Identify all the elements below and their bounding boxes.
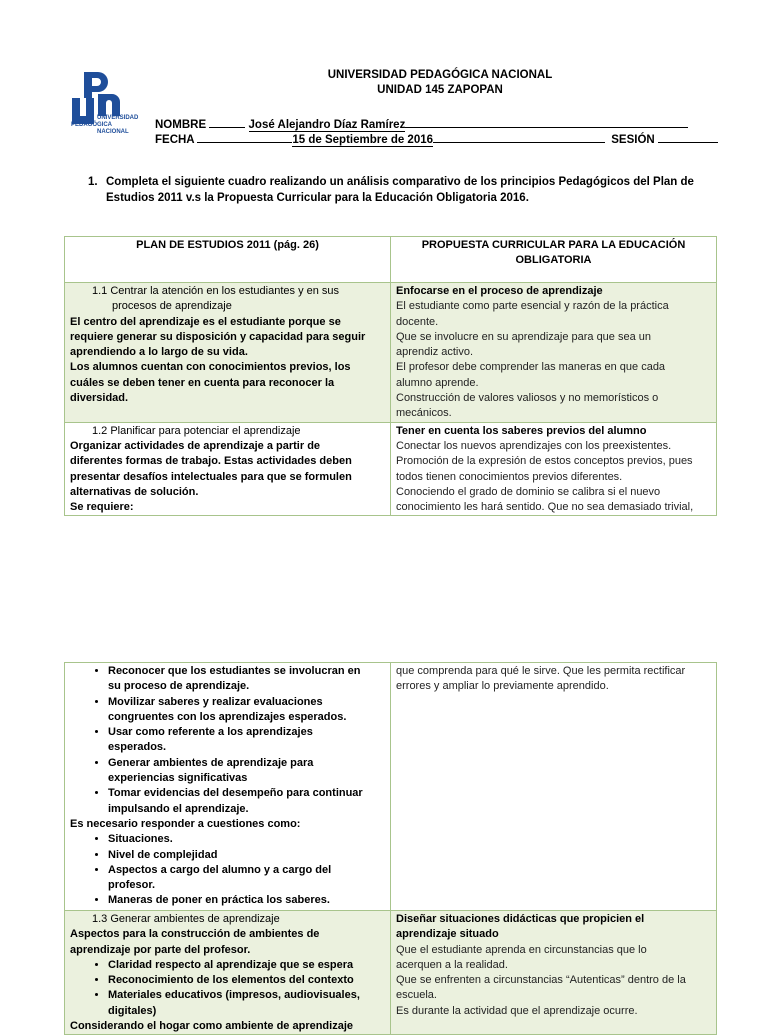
list-item: • Nivel de complejidad — [108, 848, 385, 863]
row1-right-text: aprendiz activo. — [396, 346, 474, 359]
date-value: 15 de Septiembre de 2016 — [292, 134, 434, 146]
row2-right-text: Conectar los nuevos aprendizajes con los preexistentes. — [396, 439, 672, 452]
row3-left-cell — [65, 663, 391, 911]
name-label: NOMBRE — [155, 119, 207, 131]
row2-left-text: diferentes formas de trabajo. Estas actividades deben — [70, 455, 352, 468]
row1-right-text: Que se involucre en su aprendizaje para que sea un — [396, 330, 652, 343]
row2-right-text: Promoción de la expresión de estos conceptos previos, pues — [396, 455, 693, 468]
row1-left-title: procesos de aprendizaje — [112, 300, 232, 313]
row1-left-text: cuáles se deben tener en cuenta para reconocer la — [70, 376, 335, 389]
row1-right-text: docente. — [396, 315, 439, 328]
row1-left-text: requiere generar su disposición y capacidad para seguir — [70, 330, 366, 343]
row1-right-text: El estudiante como parte esencial y razón de la práctica — [396, 300, 669, 313]
logo-text — [71, 115, 153, 136]
row1-right-text: mecánicos. — [396, 407, 452, 420]
row2-right-text: conocimiento les hará sentido. Que no sea demasiado trivial, — [396, 501, 694, 514]
row4-right-text: Que se enfrenten a circunstancias “Autenticas” dentro de la — [396, 974, 686, 987]
col2-header: PROPUESTA CURRICULAR PARA LA EDUCACIÓN OBLIGATORIA — [391, 237, 717, 283]
list-item: • Usar como referente a los aprendizajes esperados. — [108, 725, 385, 756]
list-item: • Tomar evidencias del desempeño para continuar impulsando el aprendizaje. — [108, 786, 385, 817]
row4-right-cell — [391, 911, 717, 1035]
list-item: • Maneras de poner en práctica los saberes. — [108, 893, 385, 908]
list-item: • Materiales educativos (impresos, audiovisuales, digitales) — [108, 988, 385, 1019]
row2-left-text: alternativas de solución. — [70, 485, 199, 498]
row1-right-text: El profesor debe comprender las maneras en que cada — [396, 361, 666, 374]
name-value: José Alejandro Díaz Ramírez — [248, 119, 406, 131]
row2-left-title: 1.2 Planificar para potenciar el aprendizaje — [92, 424, 301, 437]
row2-right-text: todos tienen conocimientos previos diferentes. — [396, 470, 623, 483]
row1-right-title: Enfocarse en el proceso de aprendizaje — [396, 285, 603, 297]
row3-right-text: errores y ampliar lo previamente aprendido. — [396, 680, 609, 693]
instruction-text: Completa el siguiente cuadro realizando un análisis comparativo de los principios Pedagógicos del Plan de Estudios 2011 v.s la Propuesta Curricular para la Educación Obligatoria 2016. — [106, 176, 694, 204]
row2-right-text: Conociendo el grado de dominio se calibra si el nuevo — [396, 485, 661, 498]
instruction-number: 1. — [88, 176, 98, 188]
row1-right-text: alumno aprende. — [396, 376, 479, 389]
row2-left-cell — [65, 422, 391, 516]
row2-right-title: Tener en cuenta los saberes previos del alumno — [396, 424, 647, 437]
name-row — [155, 116, 688, 131]
row3-right-cell — [391, 663, 717, 911]
row2-left-text: Se requiere: — [70, 501, 134, 514]
row2-left-text: Organizar actividades de aprendizaje a partir de — [70, 439, 321, 452]
row4-left-text: aprendizaje por parte del profesor. — [70, 943, 251, 956]
environment-aspects-list — [70, 958, 385, 1019]
row4-left-text: Aspectos para la construcción de ambientes de — [70, 928, 320, 941]
row4-right-text: escuela. — [396, 989, 437, 1002]
row4-right-title: Diseñar situaciones didácticas que propicien el — [396, 913, 645, 925]
comparison-table-page2 — [64, 662, 717, 1035]
row1-left-cell — [65, 283, 391, 423]
list-item: • Reconocer que los estudiantes se involucran en su proceso de aprendizaje. — [108, 664, 385, 695]
logo-text-line: UNIVERSIDAD — [97, 115, 139, 121]
row4-right-title: aprendizaje situado — [396, 928, 499, 941]
row4-left-cell — [65, 911, 391, 1035]
logo-text-line: NACIONAL — [97, 129, 129, 135]
row4-left-cut-text: Considerando el hogar como ambiente de aprendizaje — [70, 1020, 354, 1033]
list-item: • Situaciones. — [108, 832, 385, 847]
col1-header: PLAN DE ESTUDIOS 2011 (pág. 26) — [65, 237, 391, 283]
row4-right-text: Que el estudiante aprenda en circunstancias que lo — [396, 943, 647, 956]
row1-right-text: Construcción de valores valiosos y no memorísticos o — [396, 392, 659, 405]
date-row — [155, 131, 718, 146]
row3-mid-text: Es necesario responder a cuestiones como: — [70, 817, 301, 830]
list-item: • Aspectos a cargo del alumno y a cargo del profesor. — [108, 863, 385, 894]
row2-right-cell — [391, 422, 717, 516]
row4-right-text: Es durante la actividad que el aprendizaje ocurre. — [396, 1004, 638, 1017]
session-label: SESIÓN — [611, 134, 655, 146]
row1-left-title: 1.1 Centrar la atención en los estudiantes y en sus — [92, 285, 340, 297]
unit-title: UNIDAD 145 ZAPOPAN — [377, 84, 503, 96]
comparison-table-page1 — [64, 236, 717, 516]
questions-list — [70, 832, 385, 908]
row1-left-text: El centro del aprendizaje es el estudiante porque se — [70, 315, 341, 328]
list-item: • Generar ambientes de aprendizaje para experiencias significativas — [108, 756, 385, 787]
row1-left-text: diversidad. — [70, 392, 129, 405]
list-item: • Movilizar saberes y realizar evaluaciones congruentes con los aprendizajes esperados. — [108, 695, 385, 726]
row1-right-cell — [391, 283, 717, 423]
row1-left-text: Los alumnos cuentan con conocimientos previos, los — [70, 361, 351, 374]
logo-text-line: PEDAGÓGICA — [71, 122, 113, 128]
row2-left-text: presentar desafíos intelectuales para que se formulen — [70, 470, 352, 483]
plan-requirements-list — [70, 664, 385, 817]
list-item: • Reconocimiento de los elementos del contexto — [108, 973, 385, 988]
row4-right-text: acerquen a la realidad. — [396, 958, 508, 971]
row3-right-text: que comprenda para qué le sirve. Que les permita rectificar — [396, 665, 686, 677]
row1-left-text: aprendiendo a lo largo de su vida. — [70, 346, 248, 359]
row4-left-title: 1.3 Generar ambientes de aprendizaje — [92, 913, 280, 925]
list-item: • Claridad respecto al aprendizaje que se espera — [108, 958, 385, 973]
date-label: FECHA — [155, 134, 195, 146]
university-title: UNIVERSIDAD PEDAGÓGICA NACIONAL — [327, 69, 553, 81]
